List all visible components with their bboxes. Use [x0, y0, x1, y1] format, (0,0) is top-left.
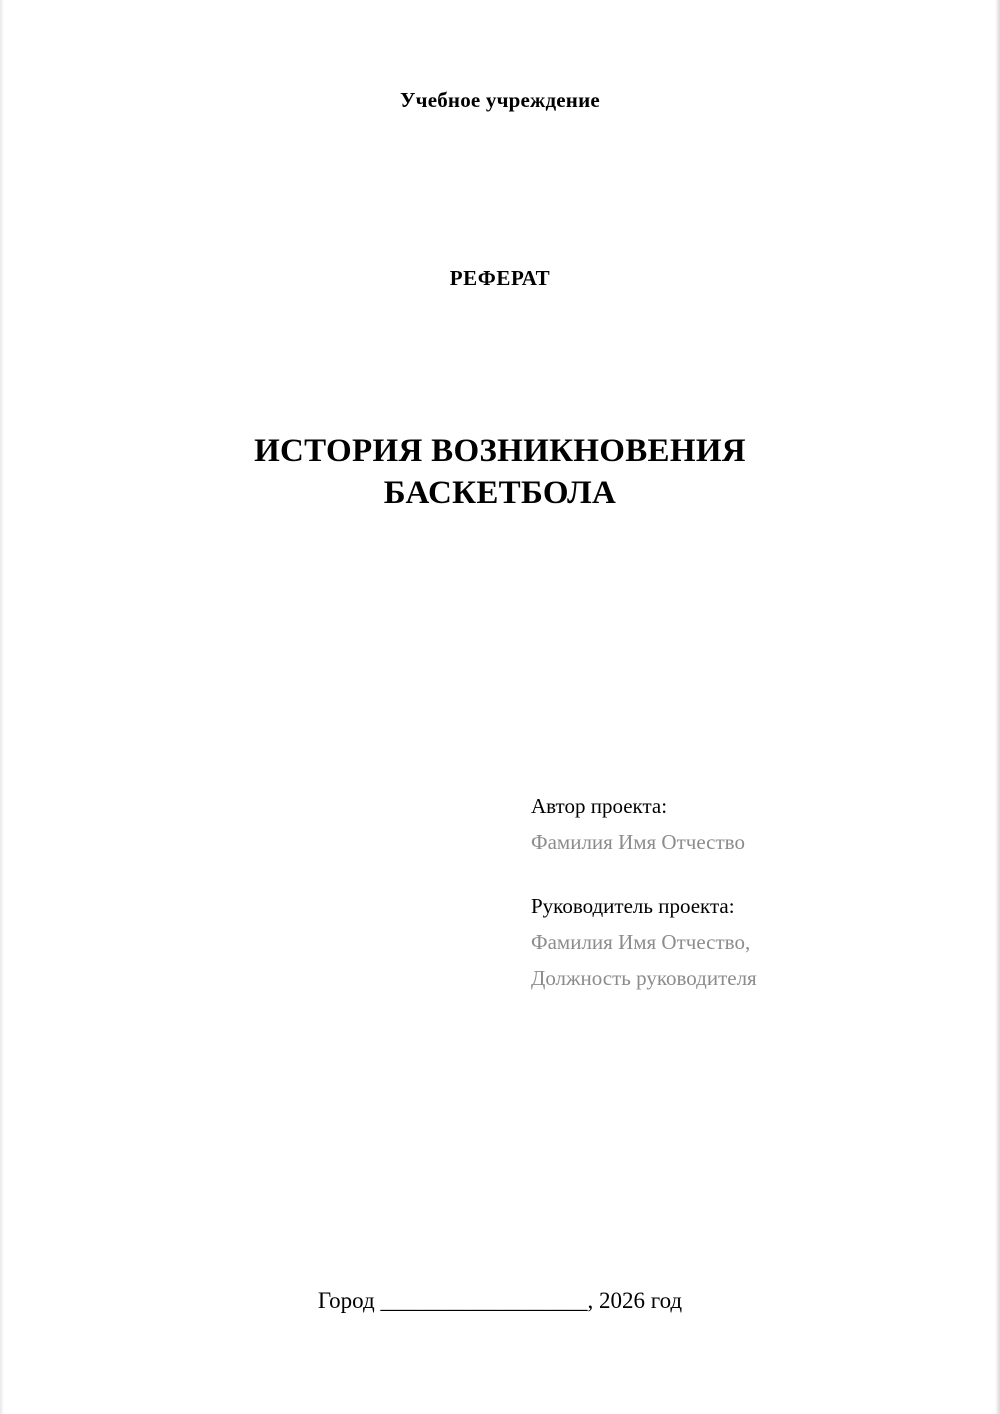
institution-name: Учебное учреждение [400, 88, 600, 112]
author-group [531, 788, 931, 860]
supervisor-label: Руководитель проекта: [531, 894, 735, 919]
document-type: РЕФЕРАТ [449, 266, 551, 290]
supervisor-value-line-2[interactable]: Должность руководителя [531, 966, 757, 991]
document-title-line-2: БАСКЕТБОЛА [383, 475, 617, 512]
author-value[interactable]: Фамилия Имя Отчество [531, 830, 745, 855]
document-title-line-1: ИСТОРИЯ ВОЗНИКНОВЕНИЯ [254, 433, 746, 469]
supervisor-value-line-1[interactable]: Фамилия Имя Отчество, [531, 930, 751, 955]
supervisor-group [531, 888, 931, 996]
city-and-year-footer[interactable]: Город __________________, 2026 год [317, 1288, 683, 1313]
document-title [100, 430, 900, 514]
author-label: Автор проекта: [531, 794, 668, 818]
credits-block [531, 788, 931, 1025]
